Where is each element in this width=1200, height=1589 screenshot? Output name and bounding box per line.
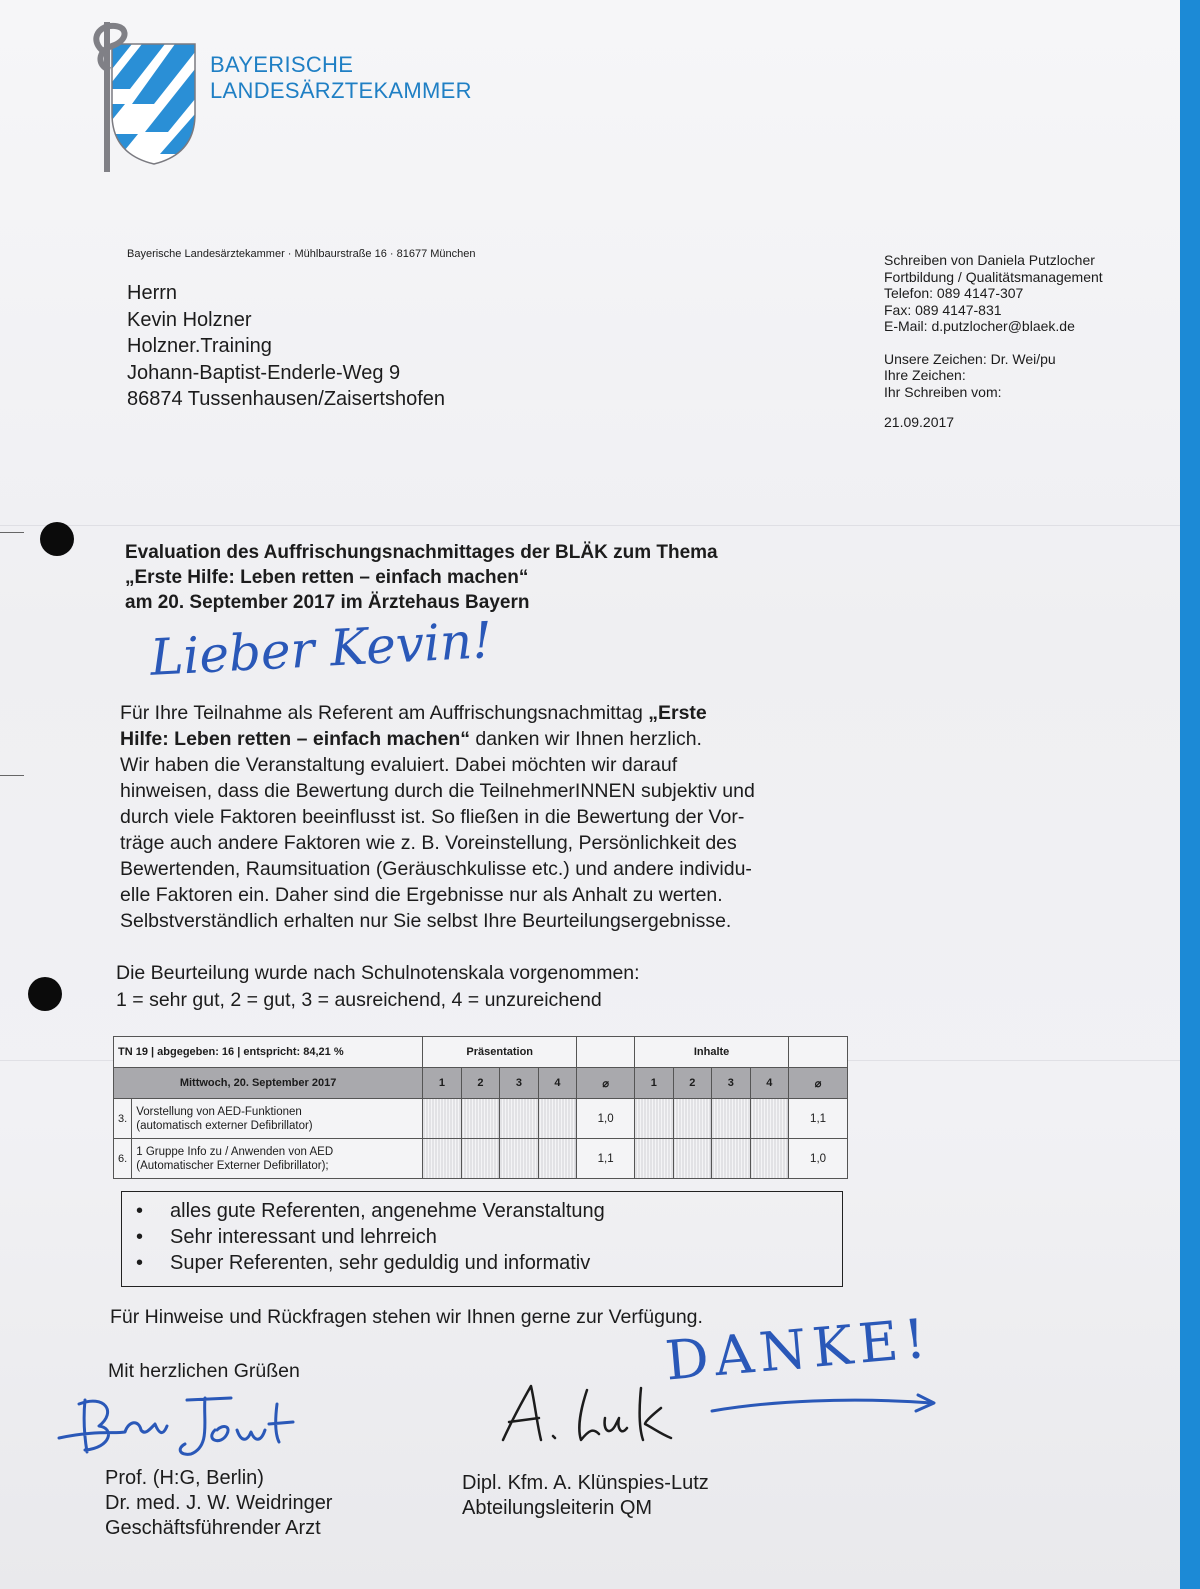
grade-header: 2	[673, 1068, 712, 1099]
regards: Mit herzlichen Grüßen	[108, 1360, 300, 1382]
handwritten-thanks: DANKE!	[662, 1306, 935, 1393]
grade-bar-cell	[461, 1139, 500, 1179]
signer-right-line: Abteilungsleiterin QM	[462, 1497, 653, 1519]
fold-mark	[0, 532, 24, 533]
body-line	[120, 700, 850, 726]
grade-bar-cell	[750, 1099, 789, 1139]
row-description-line: (Automatischer Externer Defibrillator);	[136, 1159, 329, 1172]
signer-left-line: Dr. med. J. W. Weidringer	[105, 1492, 333, 1514]
sender-info	[884, 252, 1103, 431]
row-number: 3.	[114, 1099, 132, 1139]
recipient-address	[127, 280, 445, 413]
body-line: träge auch andere Faktoren wie z. B. Voreinstellung, Persönlichkeit des	[120, 832, 737, 854]
subject-line-3: am 20. September 2017 im Ärztehaus Bayern	[125, 592, 530, 613]
recipient-street: Johann-Baptist-Enderle-Weg 9	[127, 361, 401, 384]
table-row	[114, 1099, 848, 1139]
row-number: 6.	[114, 1139, 132, 1179]
scale-values: 1 = sehr gut, 2 = gut, 3 = ausreichend, 4 = unzureichend	[116, 989, 602, 1011]
subject	[125, 540, 718, 615]
row-description	[132, 1099, 423, 1139]
row-description-line: Vorstellung von AED-Funktionen	[136, 1105, 302, 1118]
group-presentation-header: Präsentation	[423, 1037, 577, 1068]
signer-right-line: Dipl. Kfm. A. Klünspies-Lutz	[462, 1472, 709, 1494]
sender-from: Schreiben von Daniela Putzlocher	[884, 252, 1095, 268]
participant-stats: TN 19 | abgegeben: 16 | entspricht: 84,21 %	[114, 1037, 423, 1068]
sender-email: E-Mail: d.putzlocher@blaek.de	[884, 318, 1075, 334]
grade-bar-cell	[423, 1099, 462, 1139]
content-average: 1,0	[789, 1139, 848, 1179]
grade-bar-cell	[538, 1099, 577, 1139]
recipient-city: 86874 Tussenhausen/Zaisertshofen	[127, 388, 445, 410]
group-content-header: Inhalte	[635, 1037, 789, 1068]
fold-line	[0, 525, 1180, 526]
grade-bar-cell	[461, 1099, 500, 1139]
closing-sentence: Für Hinweise und Rückfragen stehen wir Ihnen gerne zur Verfügung.	[110, 1306, 703, 1328]
letter-date: 21.09.2017	[884, 414, 955, 430]
content-average: 1,1	[789, 1099, 848, 1139]
row-description-line: 1 Gruppe Info zu / Anwenden von AED	[136, 1145, 334, 1158]
grade-bar-cell	[500, 1099, 539, 1139]
recipient-salutation: Herrn	[127, 282, 178, 304]
grade-header: 4	[750, 1068, 789, 1099]
row-description	[132, 1139, 423, 1179]
body-text-span: danken wir Ihnen herzlich.	[470, 728, 702, 750]
presentation-average: 1,1	[577, 1139, 635, 1179]
signer-left	[105, 1466, 332, 1541]
grading-scale	[116, 960, 640, 1014]
letter-body	[120, 700, 850, 934]
handwritten-arrow-icon	[710, 1393, 940, 1423]
grade-header: 2	[461, 1068, 500, 1099]
return-address: Bayerische Landesärztekammer · Mühlbaurstraße 16 · 81677 München	[127, 248, 476, 260]
grade-header: 3	[500, 1068, 539, 1099]
body-line: Bewertenden, Raumsituation (Geräuschkulisse etc.) und andere individu-	[120, 858, 752, 880]
aesculapius-bavarian-shield-icon	[90, 14, 210, 174]
sender-your-ref: Ihre Zeichen:	[884, 367, 966, 383]
table-row	[114, 1139, 848, 1179]
body-bold-span: Hilfe: Leben retten – einfach machen“	[120, 728, 471, 750]
body-line: Wir haben die Veranstaltung evaluiert. Dabei möchten wir darauf	[120, 754, 678, 776]
grade-header: 1	[635, 1068, 674, 1099]
logo-line-2: LANDESÄRZTEKAMMER	[210, 78, 472, 103]
sender-your-letter: Ihr Schreiben vom:	[884, 383, 1002, 400]
empty-cell	[789, 1037, 848, 1068]
grade-bar-cell	[712, 1139, 751, 1179]
date-header: Mittwoch, 20. September 2017	[114, 1068, 423, 1099]
fold-mark	[0, 775, 24, 776]
empty-cell	[577, 1037, 635, 1068]
grade-bar-cell	[635, 1099, 674, 1139]
signature-left-icon	[55, 1390, 315, 1470]
sender-phone: Telefon: 089 4147-307	[884, 285, 1024, 301]
grade-bar-cell	[538, 1139, 577, 1179]
list-item: • Super Referenten, sehr geduldig und informativ	[170, 1250, 842, 1276]
body-line: elle Faktoren ein. Daher sind die Ergebnisse nur als Anhalt zu werten.	[120, 884, 723, 906]
sender-department: Fortbildung / Qualitätsmanagement	[884, 268, 1103, 285]
signer-right	[462, 1471, 709, 1521]
blue-background-edge	[1180, 0, 1200, 1589]
subject-line-2: „Erste Hilfe: Leben retten – einfach machen“	[125, 567, 529, 588]
body-text-span: Für Ihre Teilnahme als Referent am Auffrischungsnachmittag	[120, 702, 649, 724]
body-bold-span: „Erste	[648, 702, 707, 724]
body-line: Selbstverständlich erhalten nur Sie selbst Ihre Beurteilungsergebnisse.	[120, 910, 732, 932]
average-header: ⌀	[789, 1068, 848, 1099]
logo-wordmark	[210, 52, 472, 104]
grade-header: 3	[712, 1068, 751, 1099]
subject-line-1: Evaluation des Auffrischungsnachmittages der BLÄK zum Thema	[125, 542, 718, 563]
grade-bar-cell	[673, 1099, 712, 1139]
body-line	[120, 726, 850, 752]
list-item: • Sehr interessant und lehrreich	[170, 1224, 842, 1250]
grade-header: 4	[538, 1068, 577, 1099]
list-item: • alles gute Referenten, angenehme Veranstaltung	[170, 1198, 842, 1224]
grade-bar-cell	[750, 1139, 789, 1179]
recipient-company: Holzner.Training	[127, 335, 272, 357]
signer-left-line: Prof. (H:G, Berlin)	[105, 1467, 264, 1489]
participant-comments	[121, 1191, 843, 1287]
scale-intro: Die Beurteilung wurde nach Schulnotenskala vorgenommen:	[116, 962, 640, 984]
grade-bar-cell	[712, 1099, 751, 1139]
punch-hole	[40, 522, 74, 556]
grade-bar-cell	[423, 1139, 462, 1179]
punch-hole	[28, 977, 62, 1011]
signer-left-line: Geschäftsführender Arzt	[105, 1517, 321, 1539]
body-line: durch viele Faktoren beeinflusst ist. So fließen in die Bewertung der Vor-	[120, 806, 745, 828]
sender-our-ref: Unsere Zeichen: Dr. Wei/pu	[884, 350, 1056, 367]
grade-bar-cell	[500, 1139, 539, 1179]
grade-bar-cell	[673, 1139, 712, 1179]
sender-fax: Fax: 089 4147-831	[884, 301, 1002, 318]
handwritten-greeting: Lieber Kevin!	[148, 611, 494, 687]
grade-header: 1	[423, 1068, 462, 1099]
grade-bar-cell	[635, 1139, 674, 1179]
average-header: ⌀	[577, 1068, 635, 1099]
body-line: hinweisen, dass die Bewertung durch die TeilnehmerINNEN subjektiv und	[120, 780, 755, 802]
logo-line-1: BAYERISCHE	[210, 52, 354, 77]
presentation-average: 1,0	[577, 1099, 635, 1139]
evaluation-table	[113, 1036, 848, 1179]
recipient-name: Kevin Holzner	[127, 308, 252, 331]
signature-right-icon	[495, 1378, 685, 1458]
row-description-line: (automatisch externer Defibrillator)	[136, 1119, 313, 1132]
